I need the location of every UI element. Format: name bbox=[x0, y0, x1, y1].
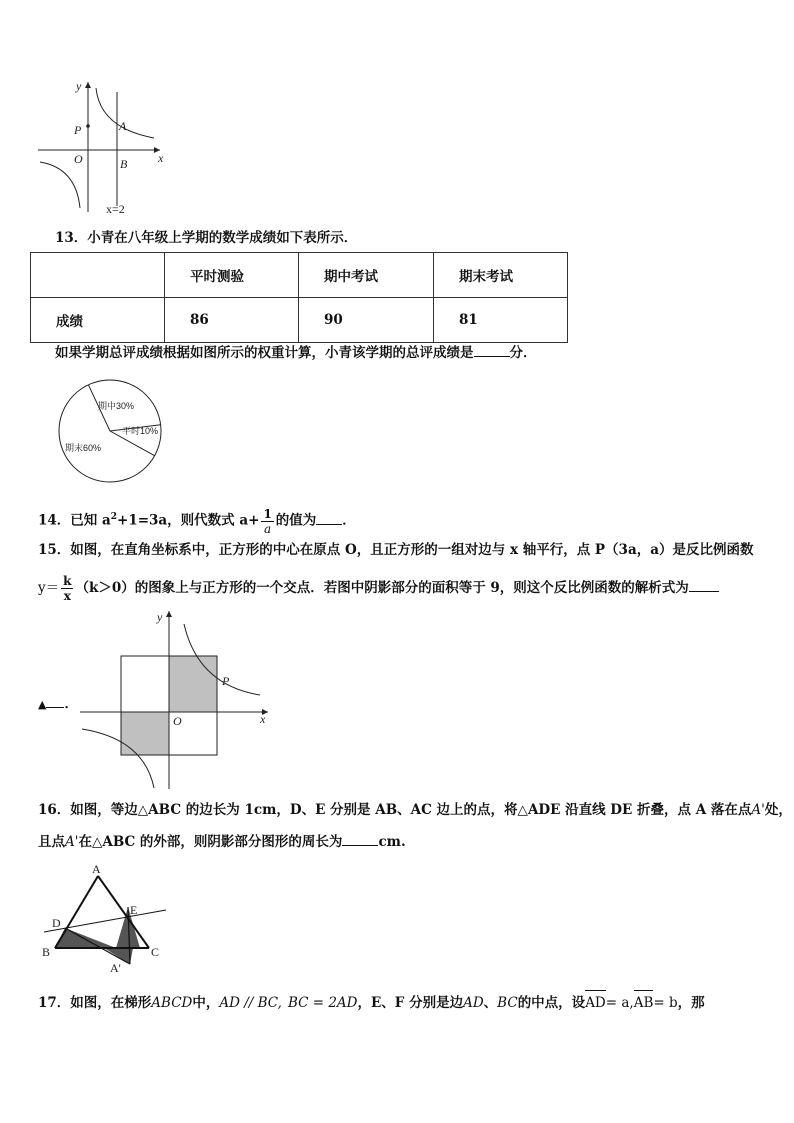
table-cell: 90 bbox=[299, 298, 434, 343]
q14-fraction bbox=[261, 507, 273, 536]
q17-text-a: 如图，在梯形 bbox=[70, 995, 152, 1011]
q16-aprime: A' bbox=[751, 802, 765, 818]
q16-line2-b: 在△ABC 的外部，则阴影部分图形的周长为 bbox=[78, 834, 343, 850]
fig15-label-o: O bbox=[173, 714, 182, 728]
table-header-cell: 期末考试 bbox=[434, 253, 568, 298]
fig16-label-b: B bbox=[42, 945, 51, 959]
q15-frac-num: k bbox=[63, 574, 72, 588]
q15-answer-marker bbox=[38, 694, 78, 715]
pie-label-midterm: 期中30% bbox=[98, 401, 135, 411]
q17-bc: BC bbox=[497, 995, 518, 1011]
q15-line1: 如图，在直角坐标系中，正方形的中心在原点 O，且正方形的一组对边与 x 轴平行，点 P（3a，a）是反比例函数 bbox=[70, 542, 754, 558]
q16-line2-a: 且点 bbox=[38, 834, 65, 850]
fig15-label-x: x bbox=[260, 712, 266, 726]
q14-frac-num: 1 bbox=[263, 506, 272, 521]
q17-eq-a: = a, bbox=[605, 995, 634, 1011]
q13-followup-end: 分． bbox=[509, 345, 537, 361]
q17-text-c: ，E、F 分别是边 bbox=[357, 995, 464, 1011]
table-row bbox=[31, 298, 568, 343]
q13-number: 13． bbox=[55, 230, 88, 246]
answer-blank bbox=[689, 579, 719, 592]
folded-triangle-figure bbox=[38, 862, 178, 982]
q14-sup: 2 bbox=[110, 512, 118, 522]
q16-line2-c: cm. bbox=[378, 834, 406, 850]
q14-text-b: +1=3a，则代数式 a+ bbox=[117, 512, 260, 529]
question-13 bbox=[55, 228, 357, 248]
answer-blank bbox=[474, 344, 510, 357]
answer-blank bbox=[342, 833, 378, 846]
fig16-label-e: E bbox=[130, 903, 138, 917]
fig16-label-c: C bbox=[151, 945, 160, 959]
q16-line1-a: 如图，等边△ABC 的边长为 1cm，D、E 分别是 AB、AC 边上的点，将△ADE 沿直线 DE 折叠，点 A 落在点 bbox=[70, 802, 752, 818]
fig12-label-p: P bbox=[74, 123, 82, 137]
question-15-line1 bbox=[38, 540, 753, 560]
question-15-line2 bbox=[38, 570, 719, 606]
q17-text-b: 中， bbox=[192, 995, 220, 1011]
q15-frac-den: x bbox=[63, 589, 71, 603]
hyperbola-figure bbox=[30, 78, 180, 218]
q13-followup-text: 如果学期总评成绩根据如图所示的权重计算，小青该学期的总评成绩是 bbox=[55, 345, 474, 361]
q17-vec-ab: AB bbox=[633, 995, 654, 1011]
question-16-line1 bbox=[38, 800, 792, 820]
fig16-label-aprime: A' bbox=[110, 961, 121, 975]
table-cell: 86 bbox=[165, 298, 299, 343]
fig15-label-p: P bbox=[222, 674, 230, 688]
weight-pie-chart bbox=[54, 378, 168, 486]
q15-number: 15． bbox=[38, 542, 71, 558]
q17-sep: 、 bbox=[483, 995, 498, 1011]
q17-ad: AD bbox=[463, 995, 484, 1011]
answer-blank bbox=[46, 695, 64, 708]
table-header-cell: 平时测验 bbox=[165, 253, 299, 298]
answer-blank bbox=[316, 512, 342, 525]
q13-followup bbox=[55, 343, 537, 363]
q15-line2: （k＞0）的图象上与正方形的一个交点．若图中阴影部分的面积等于 9，则这个反比例函数的解析式为 bbox=[75, 580, 689, 596]
table-header-cell bbox=[31, 253, 165, 298]
q15-fraction bbox=[61, 574, 73, 603]
q17-eq-b: = b bbox=[653, 995, 678, 1011]
q14-text-a: 已知 a bbox=[70, 512, 111, 529]
fig12-label-y: y bbox=[76, 79, 82, 93]
q17-abcd: ABCD bbox=[151, 995, 193, 1011]
question-17 bbox=[38, 993, 705, 1013]
score-table bbox=[30, 252, 568, 343]
q15-y-eq: y＝ bbox=[38, 580, 60, 596]
question-16-line2 bbox=[38, 832, 406, 852]
fig16-label-d: D bbox=[52, 916, 61, 930]
q15-triangle: ▲ bbox=[38, 698, 47, 711]
fig12-label-line: x=2 bbox=[106, 202, 125, 216]
q15-end: ． bbox=[64, 696, 78, 712]
q13-text: 小青在八年级上学期的数学成绩如下表所示． bbox=[87, 230, 358, 246]
q14-frac-den: a bbox=[264, 521, 272, 536]
table-header-cell: 期中考试 bbox=[299, 253, 434, 298]
q17-text-e: ，那 bbox=[677, 995, 705, 1011]
fig12-label-x: x bbox=[158, 151, 164, 165]
table-row-label: 成绩 bbox=[31, 298, 165, 343]
q14-end: ． bbox=[342, 512, 356, 529]
fig12-label-b: B bbox=[120, 157, 128, 171]
fig15-label-y: y bbox=[157, 610, 163, 624]
fig12-label-a: A bbox=[119, 119, 127, 133]
pie-label-daily: 平时10% bbox=[122, 426, 159, 436]
q17-vec-ad: AD bbox=[585, 995, 606, 1011]
q14-text-c: 的值为 bbox=[275, 512, 317, 529]
q14-number: 14． bbox=[38, 512, 71, 529]
q17-cond1: AD // BC, bbox=[219, 995, 282, 1011]
q16-aprime-2: A' bbox=[65, 834, 79, 850]
q16-line1-b: 处， bbox=[764, 802, 792, 818]
q17-number: 17． bbox=[38, 995, 71, 1011]
fig16-label-a: A bbox=[92, 862, 101, 876]
table-header-row bbox=[31, 253, 568, 298]
square-hyperbola-figure bbox=[80, 605, 280, 790]
fig12-label-o: O bbox=[74, 152, 83, 166]
question-14 bbox=[38, 500, 356, 534]
q16-number: 16． bbox=[38, 802, 71, 818]
q17-cond2: BC = 2AD bbox=[287, 995, 358, 1011]
q17-text-d: 的中点，设 bbox=[517, 995, 586, 1011]
table-cell: 81 bbox=[434, 298, 568, 343]
pie-label-final: 期末60% bbox=[65, 443, 102, 453]
